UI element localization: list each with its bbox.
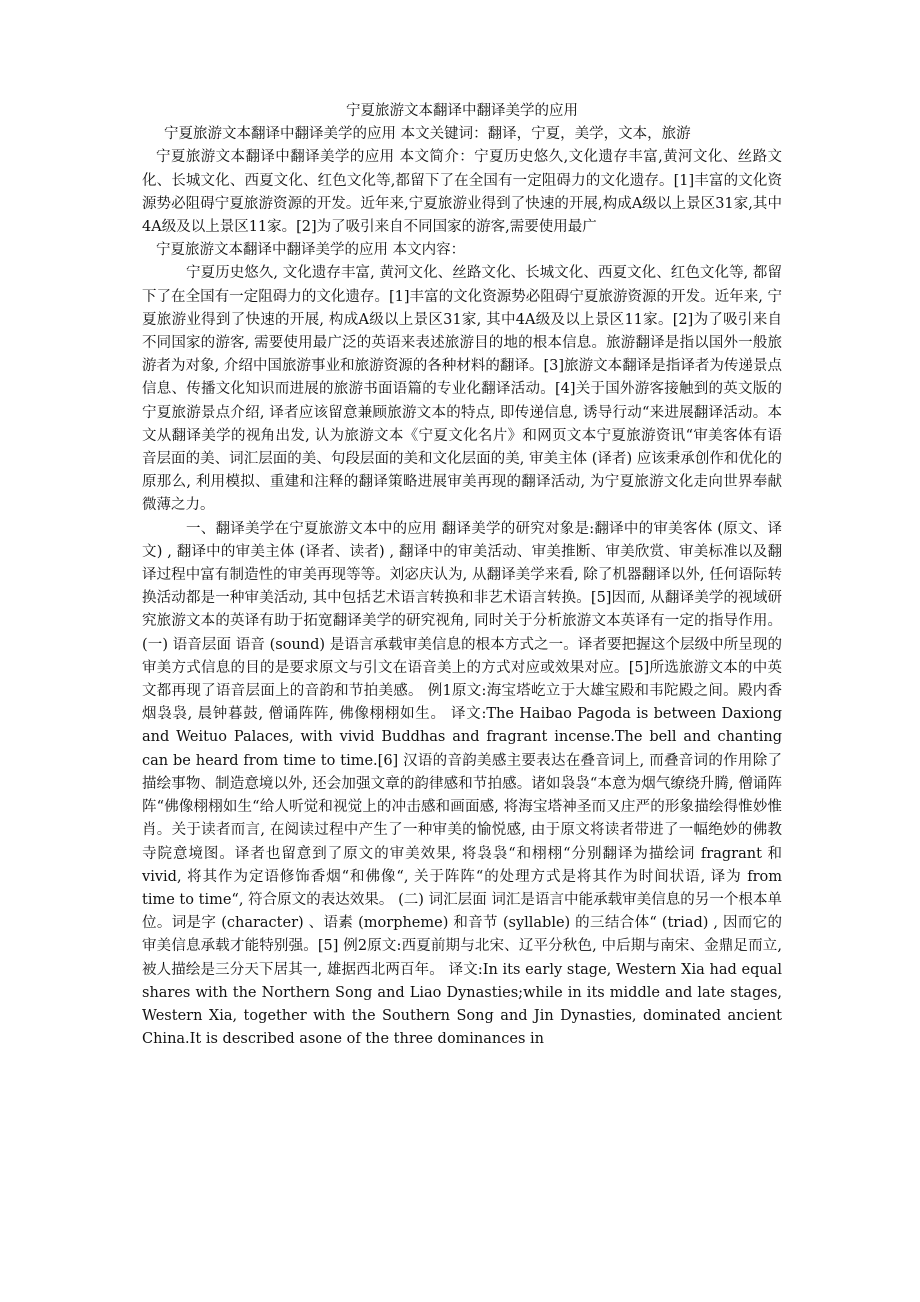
abstract-paragraph: 宁夏旅游文本翻译中翻译美学的应用 本文简介：宁夏历史悠久,文化遗存丰富,黄河文化、丝路文化、长城文化、西夏文化、红色文化等,都留下了在全国有一定阻碍力的文化遗存。[1]丰富的文化资源势必阻碍宁夏旅游资源的开发。近年来,宁夏旅游业得到了快速的开展,构成A级以上景区31家,其中4A级及以上景区11家。[2]为了吸引来自不同国家的游客,需要使用最广 [142,149,782,236]
document-title: 宁夏旅游文本翻译中翻译美学的应用 [346,103,578,119]
content-heading: 宁夏旅游文本翻译中翻译美学的应用 本文内容： [156,242,466,259]
keywords-line: 宁夏旅游文本翻译中翻译美学的应用 本文关键词：翻译，宁夏，美学，文本，旅游 [164,126,691,143]
document-page [142,100,782,1051]
body-paragraph-2: 一、翻译美学在宁夏旅游文本中的应用 翻译美学的研究对象是:翻译中的审美客体 (原文、译文) , 翻译中的审美主体 (译者、读者) , 翻译中的审美活动、审美推断、审美欣赏、审美标准以及翻译过程中富有制造性的审美再现等等。刘宓庆认为, 从翻译美学来看, 除了机器翻译以外, 任何语际转换活动都是一种审美活动, 其中包括艺术语言转换和非艺术语言转换。[5]因而, 从翻译美学的视域研究旅游文本的英译有助于拓宽翻译美学的研究视角, 同时关于分析旅游文本英译有一定的指导作用。 (一) 语音层面 语音 (sound) 是语言承载审美信息的根本方式之一。译者要把握这个层级中所呈现的审美方式信息的目的是要求原文与引文在语音美上的方式对应或效果对应。[5]所选旅游文本的中英文都再现了语音层面上的音韵和节拍美感。 例1原文:海宝塔屹立于大雄宝殿和韦陀殿之间。殿内香烟袅袅, 晨钟暮鼓, 僧诵阵阵, 佛像栩栩如生。 译文:The Haibao Pagoda is between Daxiong and Weituo Palaces, with vivid Buddhas and fragrant incense.The bell and chanting can be heard from time to time.[6] 汉语的音韵美感主要表达在叠音词上, 而叠音词的作用除了描绘事物、制造意境以外, 还会加强文章的韵律感和节拍感。诸如袅袅“本意为烟气缭绕升腾, 僧诵阵阵“佛像栩栩如生“给人听觉和视觉上的冲击感和画面感, 将海宝塔神圣而又庄严的形象描绘得惟妙惟肖。关于读者而言, 在阅读过程中产生了一种审美的愉悦感, 由于原文将读者带进了一幅绝妙的佛教寺院意境图。译者也留意到了原文的审美效果, 将袅袅“和栩栩“分别翻译为描绘词 fragrant 和 vivid, 将其作为定语修饰香烟“和佛像“, 关于阵阵“的处理方式是将其作为时间状语, 译为 from time to time“, 符合原文的表达效果。 (二) 词汇层面 词汇是语言中能承载审美信息的另一个根本单位。词是字 (character) 、语素 (morpheme) 和音节 (syllable) 的三结合体“ (triad) , 因而它的审美信息承载才能特别强。[5] 例2原文:西夏前期与北宋、辽平分秋色, 中后期与南宋、金鼎足而立, 被人描绘是三分天下居其一, 雄据西北两百年。 译文:In its early stage, Western Xia had equal shares with the Northern Song and Liao Dynasties;while in its middle and late stages, Western Xia, together with the Southern Song and Jin Dynasties, dominated ancient China.It is described asone of the three dominances in [142,520,782,1048]
body-paragraph-1: 宁夏历史悠久, 文化遗存丰富, 黄河文化、丝路文化、长城文化、西夏文化、红色文化等, 都留下了在全国有一定阻碍力的文化遗存。[1]丰富的文化资源势必阻碍宁夏旅游资源的开发。近年来, 宁夏旅游业得到了快速的开展, 构成A级以上景区31家, 其中4A级及以上景区11家。[2]为了吸引来自不同国家的游客, 需要使用最广泛的英语来表述旅游目的地的根本信息。旅游翻译是指以国外一般旅游者为对象, 介绍中国旅游事业和旅游资源的各种材料的翻译。[3]旅游文本翻译是指译者为传递景点信息、传播文化知识而进展的旅游书面语篇的专业化翻译活动。[4]关于国外游客接触到的英文版的宁夏旅游景点介绍, 译者应该留意兼顾旅游文本的特点, 即传递信息, 诱导行动“来进展翻译活动。本文从翻译美学的视角出发, 认为旅游文本《宁夏文化名片》和网页文本宁夏旅游资讯“审美客体有语音层面的美、词汇层面的美、句段层面的美和文化层面的美, 审美主体 (译者) 应该秉承创作和优化的原那么, 利用模拟、重建和注释的翻译策略进展审美再现的翻译活动, 为宁夏旅游文化走向世界奉献微薄之力。 [142,265,782,514]
